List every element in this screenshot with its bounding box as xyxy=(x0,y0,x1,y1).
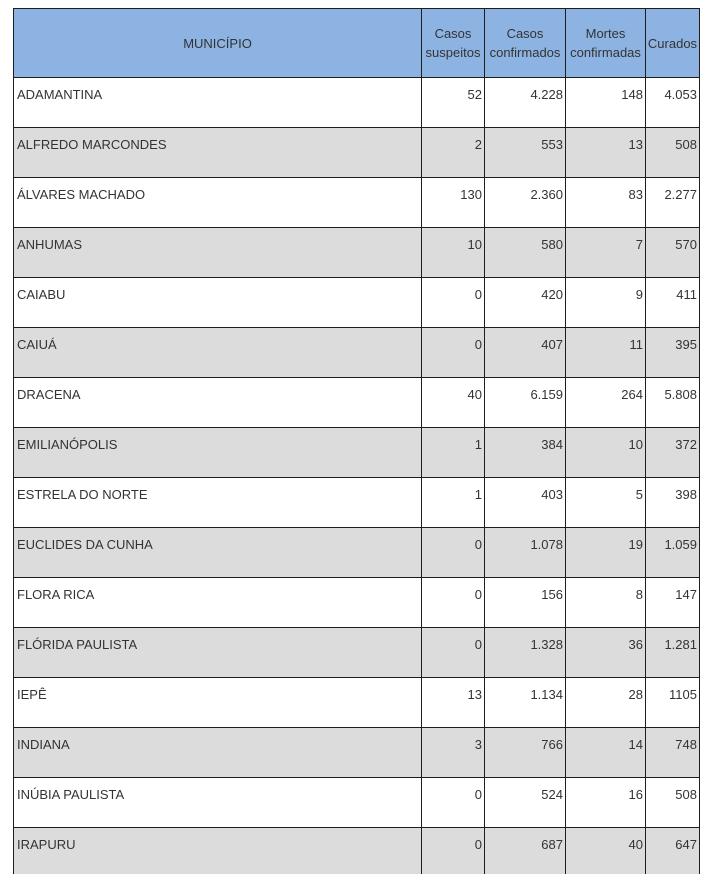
cell-curados: 411 xyxy=(646,278,700,328)
cell-curados: 5.808 xyxy=(646,378,700,428)
table-row xyxy=(14,228,700,278)
cell-casos-confirmados: 524 xyxy=(485,778,566,828)
cell-casos-suspeitos: 0 xyxy=(422,528,485,578)
table-row xyxy=(14,128,700,178)
table-row xyxy=(14,628,700,678)
cell-casos-suspeitos: 13 xyxy=(422,678,485,728)
cell-casos-confirmados: 766 xyxy=(485,728,566,778)
cell-casos-suspeitos: 130 xyxy=(422,178,485,228)
cell-mortes-confirmadas: 13 xyxy=(566,128,646,178)
cell-mortes-confirmadas: 8 xyxy=(566,578,646,628)
header-municipio: MUNICÍPIO xyxy=(14,9,422,78)
cell-casos-suspeitos: 1 xyxy=(422,478,485,528)
cell-casos-suspeitos: 0 xyxy=(422,328,485,378)
cell-mortes-confirmadas: 28 xyxy=(566,678,646,728)
cell-casos-confirmados: 1.134 xyxy=(485,678,566,728)
table-row xyxy=(14,328,700,378)
cell-curados: 1.059 xyxy=(646,528,700,578)
cell-casos-suspeitos: 2 xyxy=(422,128,485,178)
table-row xyxy=(14,428,700,478)
cell-municipio: IRAPURU xyxy=(14,828,422,874)
cell-casos-suspeitos: 0 xyxy=(422,828,485,874)
cell-municipio: EUCLIDES DA CUNHA xyxy=(14,528,422,578)
cell-curados: 372 xyxy=(646,428,700,478)
cell-mortes-confirmadas: 9 xyxy=(566,278,646,328)
cell-curados: 1.281 xyxy=(646,628,700,678)
cell-municipio: ÁLVARES MACHADO xyxy=(14,178,422,228)
cell-mortes-confirmadas: 7 xyxy=(566,228,646,278)
cell-curados: 508 xyxy=(646,778,700,828)
table-row xyxy=(14,378,700,428)
cell-curados: 4.053 xyxy=(646,78,700,128)
cell-casos-confirmados: 1.078 xyxy=(485,528,566,578)
cell-municipio: ESTRELA DO NORTE xyxy=(14,478,422,528)
cell-casos-confirmados: 553 xyxy=(485,128,566,178)
table-row xyxy=(14,78,700,128)
covid-cases-table xyxy=(13,8,700,874)
cell-mortes-confirmadas: 5 xyxy=(566,478,646,528)
cell-mortes-confirmadas: 16 xyxy=(566,778,646,828)
cell-casos-suspeitos: 1 xyxy=(422,428,485,478)
cell-mortes-confirmadas: 14 xyxy=(566,728,646,778)
table-row xyxy=(14,478,700,528)
cell-municipio: DRACENA xyxy=(14,378,422,428)
header-mortes-confirmadas: Mortes confirmadas xyxy=(566,9,646,78)
header-casos-suspeitos: Casos suspeitos xyxy=(422,9,485,78)
cell-casos-confirmados: 687 xyxy=(485,828,566,874)
cell-casos-suspeitos: 10 xyxy=(422,228,485,278)
cell-mortes-confirmadas: 11 xyxy=(566,328,646,378)
cell-mortes-confirmadas: 40 xyxy=(566,828,646,874)
cell-mortes-confirmadas: 19 xyxy=(566,528,646,578)
cell-casos-confirmados: 1.328 xyxy=(485,628,566,678)
cell-municipio: CAIABU xyxy=(14,278,422,328)
cell-curados: 395 xyxy=(646,328,700,378)
cell-casos-confirmados: 6.159 xyxy=(485,378,566,428)
cell-municipio: FLORA RICA xyxy=(14,578,422,628)
cell-casos-confirmados: 580 xyxy=(485,228,566,278)
cell-curados: 508 xyxy=(646,128,700,178)
header-row xyxy=(14,9,700,78)
cell-curados: 2.277 xyxy=(646,178,700,228)
cell-municipio: INÚBIA PAULISTA xyxy=(14,778,422,828)
cell-municipio: CAIUÁ xyxy=(14,328,422,378)
table-row xyxy=(14,528,700,578)
cell-mortes-confirmadas: 83 xyxy=(566,178,646,228)
cell-curados: 1105 xyxy=(646,678,700,728)
table-row xyxy=(14,728,700,778)
cell-curados: 398 xyxy=(646,478,700,528)
cell-municipio: ANHUMAS xyxy=(14,228,422,278)
cell-municipio: ALFREDO MARCONDES xyxy=(14,128,422,178)
cell-casos-confirmados: 403 xyxy=(485,478,566,528)
table-row xyxy=(14,778,700,828)
cell-municipio: FLÓRIDA PAULISTA xyxy=(14,628,422,678)
cell-casos-suspeitos: 0 xyxy=(422,278,485,328)
table-row xyxy=(14,278,700,328)
table-row xyxy=(14,578,700,628)
cell-casos-suspeitos: 40 xyxy=(422,378,485,428)
cell-curados: 570 xyxy=(646,228,700,278)
cell-casos-suspeitos: 3 xyxy=(422,728,485,778)
table-row xyxy=(14,178,700,228)
cell-municipio: ADAMANTINA xyxy=(14,78,422,128)
cell-mortes-confirmadas: 264 xyxy=(566,378,646,428)
cell-casos-confirmados: 384 xyxy=(485,428,566,478)
cell-curados: 748 xyxy=(646,728,700,778)
header-curados: Curados xyxy=(646,9,700,78)
cell-curados: 147 xyxy=(646,578,700,628)
cell-municipio: IEPÊ xyxy=(14,678,422,728)
cell-casos-confirmados: 420 xyxy=(485,278,566,328)
cell-mortes-confirmadas: 10 xyxy=(566,428,646,478)
cell-municipio: EMILIANÓPOLIS xyxy=(14,428,422,478)
table-body xyxy=(14,78,700,874)
cell-casos-suspeitos: 52 xyxy=(422,78,485,128)
cell-casos-confirmados: 2.360 xyxy=(485,178,566,228)
cell-casos-confirmados: 156 xyxy=(485,578,566,628)
header-casos-confirmados: Casos confirmados xyxy=(485,9,566,78)
cell-curados: 647 xyxy=(646,828,700,874)
table-row xyxy=(14,828,700,874)
cell-casos-suspeitos: 0 xyxy=(422,578,485,628)
cell-mortes-confirmadas: 36 xyxy=(566,628,646,678)
cell-casos-confirmados: 407 xyxy=(485,328,566,378)
cell-casos-confirmados: 4.228 xyxy=(485,78,566,128)
table-row xyxy=(14,678,700,728)
cell-mortes-confirmadas: 148 xyxy=(566,78,646,128)
table-header xyxy=(14,9,700,78)
cell-casos-suspeitos: 0 xyxy=(422,628,485,678)
cell-casos-suspeitos: 0 xyxy=(422,778,485,828)
cell-municipio: INDIANA xyxy=(14,728,422,778)
